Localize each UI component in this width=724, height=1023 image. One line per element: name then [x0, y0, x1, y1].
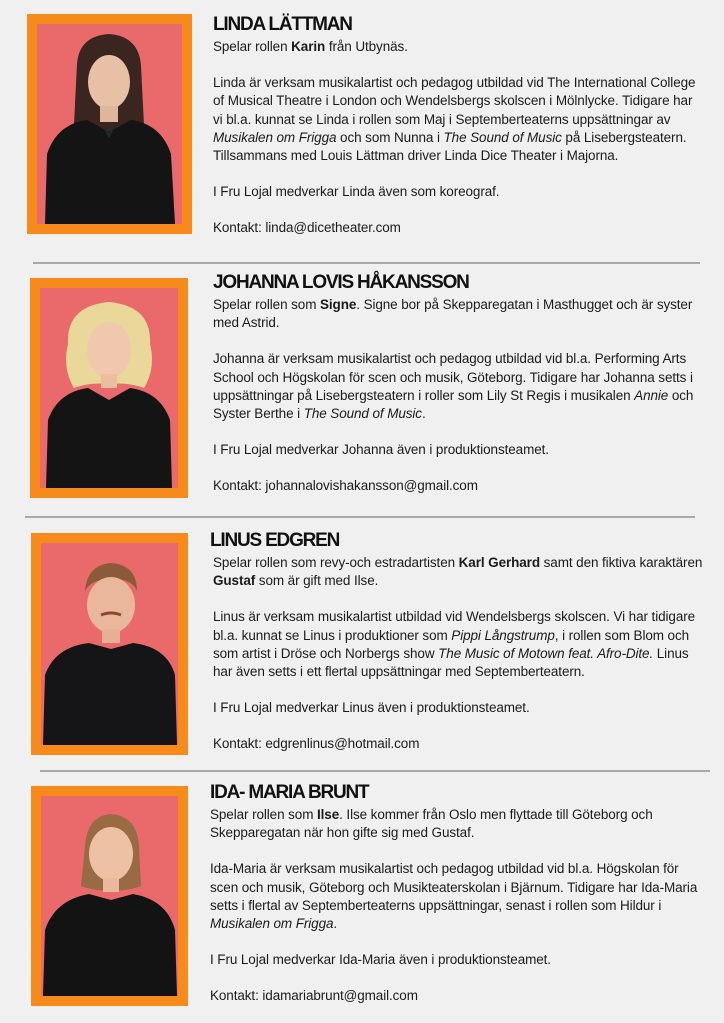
bio-text	[210, 530, 704, 754]
person-portrait-icon	[41, 543, 178, 745]
section-divider	[25, 516, 695, 518]
portrait-photo	[41, 543, 178, 745]
role-line: Spelar rollen som Signe. Signe bor på Skepparegatan i Masthugget och är syster med Astrid.	[213, 297, 693, 331]
portrait-frame	[27, 14, 192, 234]
person-name: IDA- MARIA BRUNT	[210, 782, 369, 803]
role-line: Spelar rollen som Ilse. Ilse kommer från Oslo men flyttade till Göteborg och Skepparegatan när hon gifte sig med Gustaf.	[210, 807, 653, 841]
section-divider	[33, 262, 700, 264]
person-portrait-icon	[37, 24, 182, 224]
role-line: Spelar rollen Karin från Utbynäs.	[213, 39, 408, 54]
person-name: JOHANNA LOVIS HÅKANSSON	[213, 272, 469, 293]
extra-paragraph: I Fru Lojal medverkar Johanna även i produktionsteamet.	[213, 442, 549, 458]
contact-email[interactable]: Kontakt: johannalovishakansson@gmail.com	[213, 478, 478, 494]
person-name: LINDA LÄTTMAN	[213, 14, 352, 35]
portrait-photo	[40, 288, 178, 488]
bio-paragraph: Johanna är verksam musikalartist och pedagog utbildad vid bl.a. Performing Arts School och Högskolan för scen och musik, Göteborg. Tidigare har Johanna setts i uppsättningar på Lisebergsteatern i roller som Lily St Regis i musikalen Annie och Syster Berthe i The Sound of Music.	[213, 351, 694, 422]
extra-paragraph: I Fru Lojal medverkar Linda även som koreograf.	[213, 184, 500, 200]
bio-text	[210, 782, 704, 1006]
portrait-photo	[37, 24, 182, 224]
extra-paragraph: I Fru Lojal medverkar Linus även i produktionsteamet.	[213, 700, 530, 716]
bio-paragraph: Linda är verksam musikalartist och pedagog utbildad vid The International College of Musical Theatre i London och Wendelsbergs skolscen i Mölnlycke. Tidigare har vi bl.a. kunnat se Linda i rollen som Maj i Septemberteaterns uppsättningar av Musikalen om Frigga och som Nunna i The Sound of Music på Lisebergsteatern. Tillsammans med Louis Lättman driver Linda Dice Theater i Majorna.	[213, 75, 696, 164]
contact-email[interactable]: Kontakt: linda@dicetheater.com	[213, 220, 401, 236]
portrait-photo	[41, 796, 178, 996]
contact-email[interactable]: Kontakt: edgrenlinus@hotmail.com	[213, 736, 420, 752]
person-portrait-icon	[41, 796, 178, 996]
bio-paragraph: Linus är verksam musikalartist utbildad vid Wendelsbergs skolscen. Vi har tidigare bl.a. kunnat se Linus i produktioner som Pippi Långstrump, i rollen som Blom och som artist i Dröse och Norbergs show The Music of Motown feat. Afro-Dite. Linus har även setts i ett flertal uppsättningar med Septemberteatern.	[213, 609, 696, 680]
portrait-frame	[31, 786, 188, 1006]
extra-paragraph: I Fru Lojal medverkar Ida-Maria även i produktionsteamet.	[210, 952, 551, 968]
bio-text	[213, 272, 705, 496]
contact-email[interactable]: Kontakt: idamariabrunt@gmail.com	[210, 988, 418, 1004]
portrait-frame	[31, 533, 188, 755]
person-portrait-icon	[40, 288, 178, 488]
section-divider	[40, 770, 710, 772]
portrait-frame	[30, 278, 188, 498]
bio-paragraph: Ida-Maria är verksam musikalartist och pedagog utbildad vid bl.a. Högskolan för scen och musik, Göteborg och Musikteaterskolan i Bjärnum. Tidigare har Ida-Maria setts i flertal av Septemberteaterns uppsättningar, senast i rollen som Hildur i Musikalen om Frigga.	[210, 861, 698, 932]
person-name: LINUS EDGREN	[210, 530, 340, 551]
role-line: Spelar rollen som revy-och estradartisten Karl Gerhard samt den fiktiva karaktären Gustaf som är gift med Ilse.	[213, 555, 703, 589]
bio-text	[213, 14, 703, 238]
